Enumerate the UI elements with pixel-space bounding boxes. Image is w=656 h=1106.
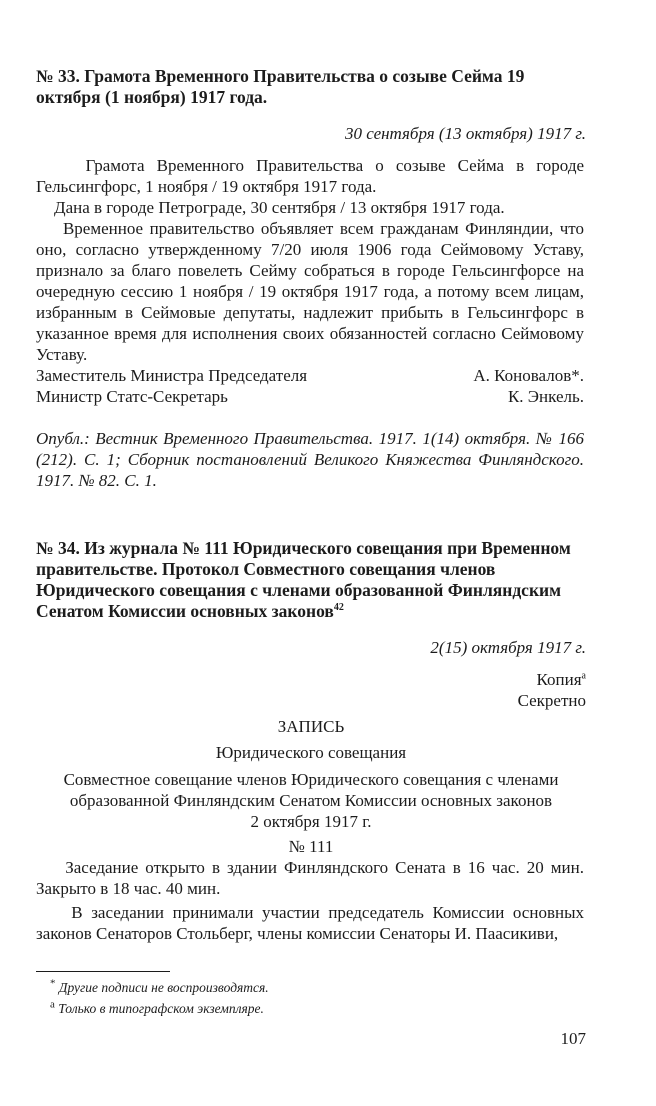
page-number: 107 (560, 1029, 586, 1048)
record-subtitle: Юридического совещания (215, 743, 407, 762)
record-title: ЗАПИСЬ (277, 717, 345, 736)
doc33-paragraph-1: Грамота Временного Правительства о созыве Сейма в городе Гельсингфорс, 1 ноября / 19 октября 1917 года. (36, 156, 585, 196)
signature-title: Министр Статс-Секретарь (36, 387, 228, 406)
doc33-paragraph-2: Дана в городе Петрограде, 30 сентября / 13 октября 1917 года. (54, 198, 505, 217)
doc34-heading: № 34. Из журнала № 111 Юридического совещания при Временном правительстве. Протокол Совместного совещания членов Юридического совещания с членами образованной Финляндским Сенатом Комиссии основных законов$^{42}$ (36, 538, 571, 621)
document-page (36, 0, 586, 1106)
footnote-1: * Другие подписи не воспроизводятся. (50, 977, 269, 995)
footnote-divider (36, 971, 170, 972)
footnote-ref-a: а (581, 670, 586, 682)
doc33-signature-row-2 (36, 386, 584, 407)
meeting-number: № 111 (288, 837, 334, 856)
copy-label: Копия$^а$ (536, 670, 586, 689)
doc34-date: 2(15) октября 1917 г. (430, 638, 586, 657)
footnote-ref-42: 42 (333, 602, 344, 614)
doc34-paragraph-2: В заседании принимали участии председатель Комиссии основных законов Сенаторов Стольберг, члены комиссии Сенаторы И. Паасикиви, (36, 903, 584, 943)
meeting-line-2: образованной Финляндским Сенатом Комиссии основных законов (69, 791, 553, 810)
signature-name: А. Коновалов*. (473, 366, 584, 385)
signature-title: Заместитель Министра Председателя (36, 366, 308, 385)
doc33-date: 30 сентября (13 октября) 1917 г. (345, 124, 586, 143)
doc33-paragraph-3: Временное правительство объявляет всем гражданам Финляндии, что оно, согласно утвержденному 7/20 июля 1906 года Сеймовому Уставу, признало за благо повелеть Сейму собраться в городе Гельсингфорсе на очередную сессию 1 ноября / 19 октября 1917 года, а потому всем лицам, избранным в Сеймовые депутаты, надлежит прибыть в Гельсингфорс в указанное время для исполнения своих обязанностей согласно Сеймовому Уставу. (36, 219, 585, 364)
doc33-heading: № 33. Грамота Временного Правительства о созыве Сейма 19 октября (1 ноября) 1917 года. (36, 66, 525, 107)
doc33-signature-row-1 (36, 365, 584, 386)
doc33-source: Опубл.: Вестник Временного Правительства. 1917. 1(14) октября. № 166 (212). С. 1; Сборник постановлений Великого Княжества Финляндского. 1917. № 82. С. 1. (36, 429, 584, 490)
secret-label: Секретно (517, 691, 586, 710)
doc34-paragraph-1: Заседание открыто в здании Финляндского Сената в 16 час. 20 мин. Закрыто в 18 час. 40 мин. (36, 858, 584, 898)
footnote-2: $^а$ Только в типографском экземпляре. (50, 998, 264, 1016)
meeting-date: 2 октября 1917 г. (250, 812, 372, 831)
signature-name: К. Энкель. (507, 387, 584, 406)
meeting-line-1: Совместное совещание членов Юридического совещания с членами (63, 770, 559, 789)
